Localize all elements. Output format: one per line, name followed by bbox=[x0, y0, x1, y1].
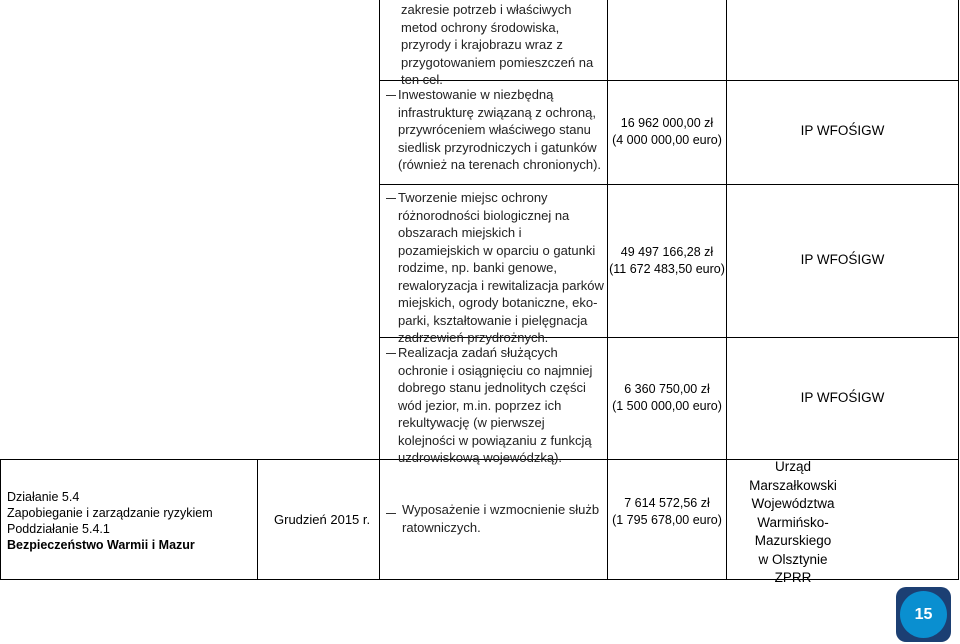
period-cell: Grudzień 2015 r. bbox=[274, 512, 371, 527]
amount-cell bbox=[608, 244, 726, 278]
grid-line bbox=[607, 0, 608, 580]
measure-description: Inwestowanie w niezbędną infrastrukturę związaną z ochroną, przywróceniem właściwego stanu siedlisk przyrodniczych i gatunków (również na terenach chronionych). bbox=[398, 87, 602, 172]
sub-activity-name: Bezpieczeństwo Warmii i Mazur bbox=[7, 538, 195, 552]
amount-eur: (11 672 483,50 euro) bbox=[609, 262, 725, 276]
measure-description: Wyposażenie i wzmocnienie służb ratowniczych. bbox=[402, 502, 600, 535]
amount-cell bbox=[608, 381, 726, 415]
grid-line bbox=[0, 460, 1, 580]
page-number-badge bbox=[896, 587, 951, 642]
grid-line bbox=[958, 0, 959, 580]
amount-pln: 16 962 000,00 zł bbox=[620, 116, 714, 130]
activity-subtitle: Zapobieganie i zarządzanie ryzykiem bbox=[7, 506, 213, 520]
dash-bullet-icon bbox=[386, 95, 396, 96]
amount-pln: 49 497 166,28 zł bbox=[620, 245, 714, 259]
sub-activity-title: Poddziałanie 5.4.1 bbox=[7, 522, 110, 536]
institution-cell: IP WFOŚIGW bbox=[800, 390, 885, 405]
dash-bullet-icon bbox=[386, 513, 396, 514]
dash-bullet-icon bbox=[386, 198, 396, 199]
activity-cell bbox=[7, 489, 255, 553]
amount-eur: (4 000 000,00 euro) bbox=[612, 133, 722, 147]
page-number: 15 bbox=[900, 591, 947, 638]
measure-description: Tworzenie miejsc ochrony różnorodności biologicznej na obszarach miejskich i pozamiejskich w oparciu o gatunki rodzime, np. banki genowe, rewaloryzacja i rewitalizacja parków miejskich, ogrody botaniczne, eko-parki, kształtowanie i pielęgnacja zadrzewień przydrożnych. bbox=[398, 190, 604, 345]
amount-cell bbox=[608, 115, 726, 149]
measure-description: zakresie potrzeb i właściwych metod ochrony środowiska, przyrody i krajobrazu wraz z przygotowaniem pomieszczeń na ten cel. bbox=[401, 2, 594, 87]
grid-line bbox=[726, 0, 727, 580]
measure-description: Realizacja zadań służących ochronie i osiągnięciu co najmniej dobrego stanu jednolitych części wód jezior, m.in. poprzez ich rekultywację (w pierwszej kolejności w powiązaniu z funkcją uzdrowiskową wojewódzką). bbox=[398, 345, 593, 465]
amount-pln: 6 360 750,00 zł bbox=[624, 382, 710, 396]
activity-title: Działanie 5.4 bbox=[7, 490, 80, 504]
grid-line bbox=[379, 0, 380, 580]
amount-cell bbox=[608, 495, 726, 529]
amount-eur: (1 795 678,00 euro) bbox=[612, 513, 722, 527]
grid-line bbox=[379, 184, 959, 185]
institution-cell: Urząd Marszałkowski Województwa Warmińsko-Mazurskiego w Olsztynie ZPRR bbox=[749, 459, 837, 585]
institution-cell: IP WFOŚIGW bbox=[800, 252, 885, 267]
amount-eur: (1 500 000,00 euro) bbox=[612, 399, 722, 413]
amount-pln: 7 614 572,56 zł bbox=[624, 496, 710, 510]
dash-bullet-icon bbox=[386, 353, 396, 354]
institution-cell: IP WFOŚIGW bbox=[800, 123, 885, 138]
grid-line bbox=[257, 460, 258, 580]
